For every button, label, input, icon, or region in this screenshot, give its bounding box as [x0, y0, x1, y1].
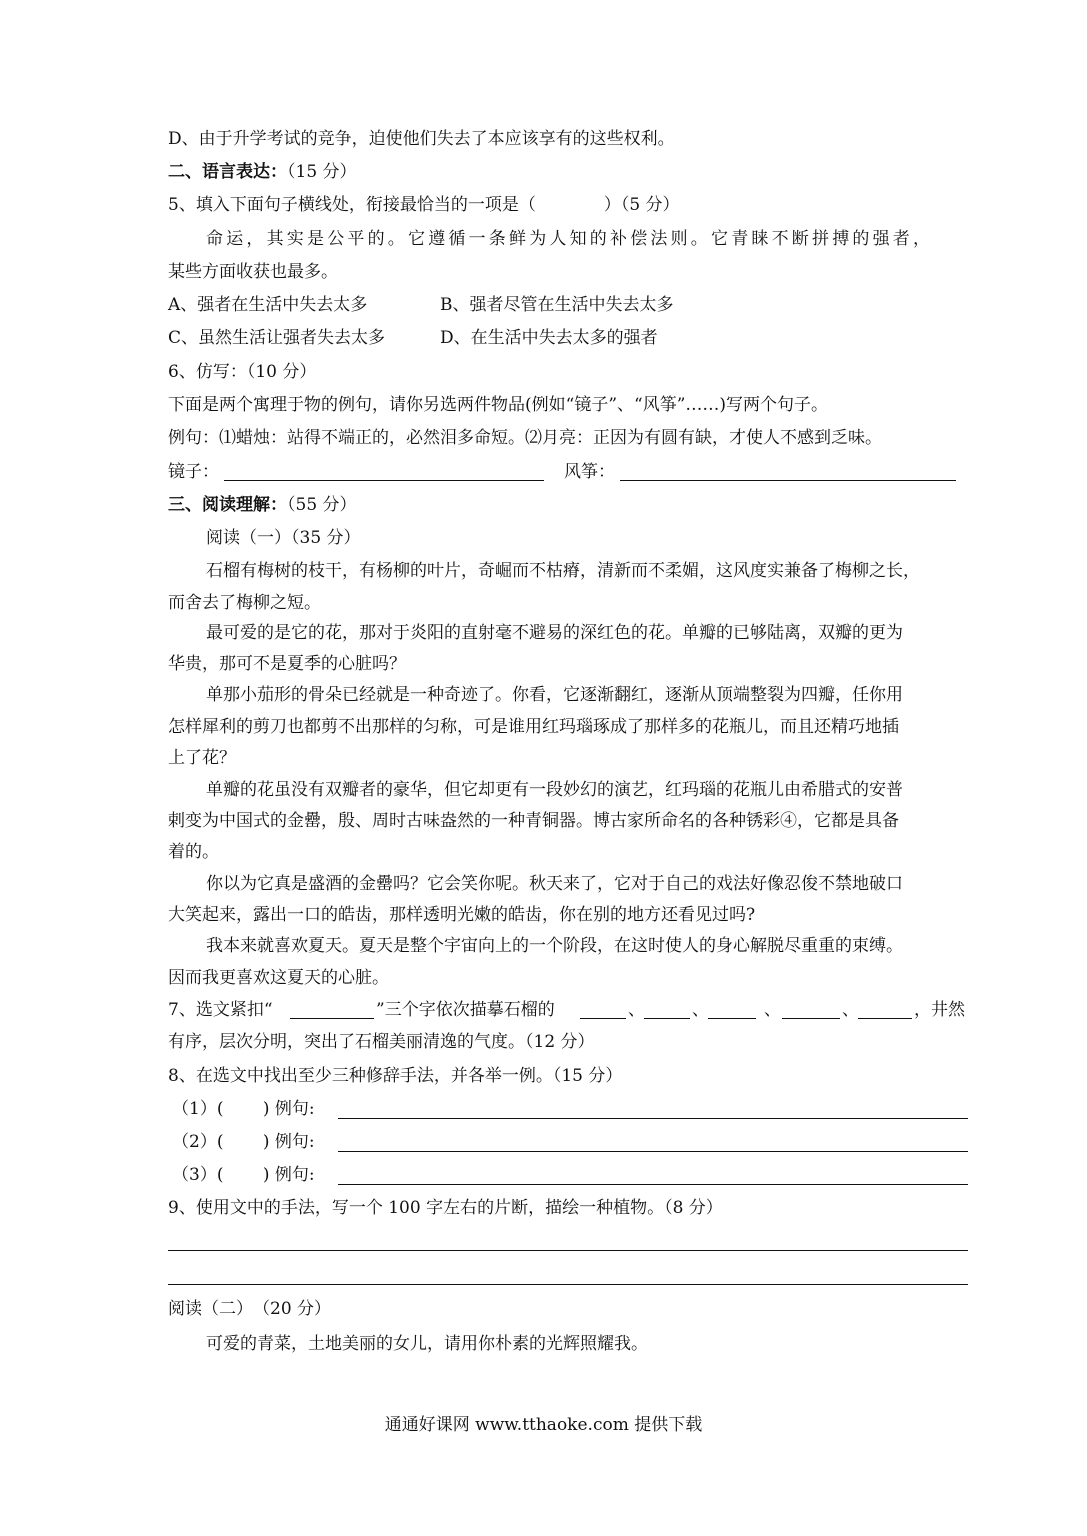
passage-p4-line-1: 单瓣的花虽没有双瓣者的豪华，但它却更有一段妙幻的演艺，红玛瑙的花瓶儿由希腊式的安普	[206, 780, 903, 800]
section-2-title: 二、语言表达：	[168, 162, 287, 182]
q6-instruction: 下面是两个寓理于物的例句，请你另选两件物品(例如“镜子”、“风筝”……)写两个句子。	[168, 395, 829, 415]
reading-2-line-1: 可爱的青菜，土地美丽的女儿，请用你朴素的光辉照耀我。	[206, 1334, 648, 1354]
passage-p5-line-1: 你以为它真是盛酒的金罍吗？它会笑你呢。秋天来了，它对于自己的戏法好像忍俊不禁地破口	[206, 874, 903, 894]
q8-item-1-label: （1）( ) 例句:	[172, 1099, 315, 1119]
question-6: 6、仿写：（10 分）	[168, 362, 317, 382]
q7-separator-2: 、	[692, 1000, 709, 1020]
q6-kite-answer-line[interactable]	[620, 480, 956, 481]
q9-answer-line-1[interactable]	[168, 1250, 968, 1251]
q5-option-c: C、虽然生活让强者失去太多	[168, 328, 386, 348]
passage-p4-line-3: 着的。	[168, 842, 219, 862]
question-8: 8、在选文中找出至少三种修辞手法，并各举一例。（15 分）	[168, 1066, 623, 1086]
passage-p6-line-1: 我本来就喜欢夏天。夏天是整个宇宙向上的一个阶段，在这时使人的身心解脱尽重重的束缚。	[206, 936, 903, 956]
q5-passage-line-1: 命运，其实是公平的。它遵循一条鲜为人知的补偿法则。它青睐不断拼搏的强者，	[206, 229, 934, 249]
passage-p5-line-2: 大笑起来，露出一口的皓齿，那样透明光嫩的皓齿，你在别的地方还看见过吗?	[168, 905, 756, 925]
section-3-title: 三、阅读理解：	[168, 495, 287, 515]
q5-option-b: B、强者尽管在生活中失去太多	[440, 295, 674, 315]
q7-end: ，井然	[914, 1000, 965, 1020]
q7-blank-5[interactable]	[858, 1018, 912, 1019]
page-footer: 通通好课网 www.tthaoke.com 提供下载	[384, 1415, 703, 1435]
q7-separator-4: 、	[842, 1000, 859, 1020]
passage-p3-line-3: 上了花？	[168, 748, 236, 768]
q7-start: 7、选文紧扣“	[168, 1000, 273, 1020]
question-9: 9、使用文中的手法，写一个 100 字左右的片断，描绘一种植物。（8 分）	[168, 1198, 723, 1218]
section-2-score: （15 分）	[287, 162, 357, 182]
q5-option-d: D、在生活中失去太多的强者	[440, 328, 658, 348]
passage-p6-line-2: 因而我更喜欢这夏天的心脏。	[168, 968, 389, 988]
q5-passage-line-2: 某些方面收获也最多。	[168, 262, 338, 282]
q6-mirror-answer-line[interactable]	[224, 480, 544, 481]
q6-kite-label: 风筝：	[564, 462, 615, 482]
passage-p1-line-2: 而舍去了梅柳之短。	[168, 593, 321, 613]
q7-separator-3: 、	[764, 1000, 781, 1020]
passage-p3-line-1: 单那小茄形的骨朵已经就是一种奇迹了。你看，它逐渐翻红，逐渐从顶端整裂为四瓣，任你用	[206, 685, 903, 705]
q6-example: 例句：⑴蜡烛：站得不端正的，必然泪多命短。⑵月亮：正因为有圆有缺，才使人不感到乏味。	[168, 428, 882, 448]
q6-mirror-label: 镜子：	[168, 462, 219, 482]
question-5: 5、填入下面句子横线处，衔接最恰当的一项是（ ）（5 分）	[168, 195, 680, 215]
reading-2-title: 阅读（二） （20 分）	[168, 1299, 332, 1319]
q5-option-a: A、强者在生活中失去太多	[168, 295, 368, 315]
section-2-heading	[168, 161, 357, 183]
passage-p3-line-2: 怎样犀利的剪刀也都剪不出那样的匀称，可是谁用红玛瑙琢成了那样多的花瓶儿，而且还精巧地插	[168, 717, 899, 737]
reading-1-title: 阅读（一）（35 分）	[206, 528, 361, 548]
q7-blank-2[interactable]	[644, 1018, 690, 1019]
section-3-heading	[168, 494, 357, 516]
q7-blank-3[interactable]	[708, 1018, 756, 1019]
q7-line-2: 有序，层次分明，突出了石榴美丽清逸的气度。（12 分）	[168, 1032, 595, 1052]
q8-item-2-label: （2）( ) 例句:	[172, 1132, 315, 1152]
section-3-score: （55 分）	[287, 495, 357, 515]
passage-p4-line-2: 剌变为中国式的金罍，殷、周时古味盎然的一种青铜器。博古家所命名的各种锈彩④，它都是具备	[168, 811, 899, 831]
passage-p2-line-1: 最可爱的是它的花，那对于炎阳的直射毫不避易的深红色的花。单瓣的已够陆离，双瓣的更为	[206, 623, 903, 643]
q8-item-3-label: （3）( ) 例句:	[172, 1165, 315, 1185]
q8-item-3-answer-line[interactable]	[338, 1184, 968, 1185]
q7-blank-1[interactable]	[580, 1018, 626, 1019]
q8-item-2-answer-line[interactable]	[338, 1151, 968, 1152]
q7-middle: ”三个字依次描摹石榴的	[376, 1000, 555, 1020]
q8-item-1-answer-line[interactable]	[338, 1118, 968, 1119]
q7-blank-4[interactable]	[782, 1018, 840, 1019]
passage-p2-line-2: 华贵，那可不是夏季的心脏吗？	[168, 654, 406, 674]
option-d-line: D、由于升学考试的竞争，迫使他们失去了本应该享有的这些权利。	[168, 129, 675, 149]
q9-answer-line-2[interactable]	[168, 1284, 968, 1285]
passage-p1-line-1: 石榴有梅树的枝干，有杨柳的叶片，奇崛而不枯瘠，清新而不柔媚，这风度实兼备了梅柳之长，	[206, 561, 920, 581]
q7-blank-keyword[interactable]	[290, 1018, 374, 1019]
q7-separator-1: 、	[628, 1000, 645, 1020]
